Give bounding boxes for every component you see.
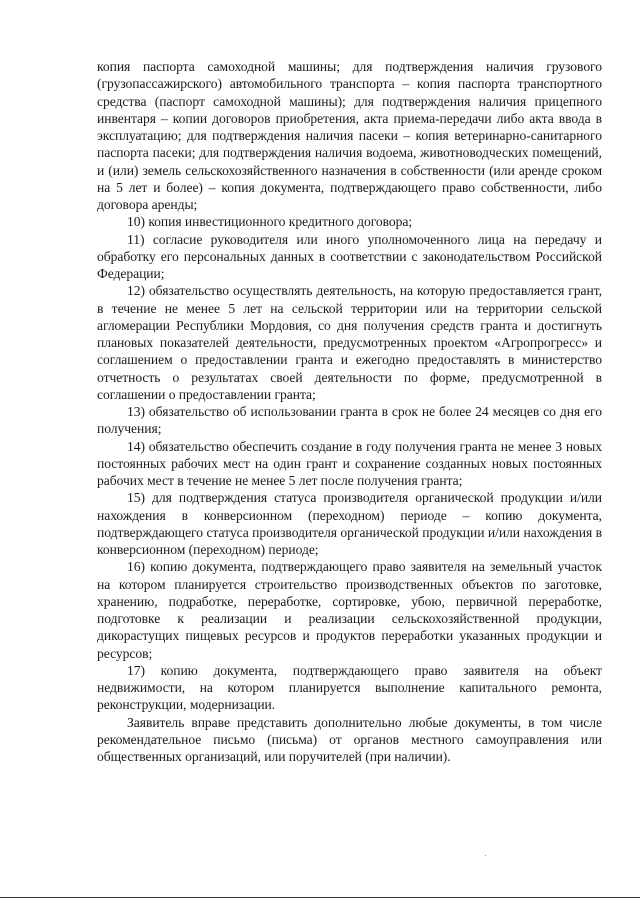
paragraph-item-17: 17) копию документа, подтверждающего право заявителя на объект недвижимости, на котором планируется выполнение капитального ремонта, реконструкции, модернизации. (97, 662, 602, 713)
paragraph-applicant-right: Заявитель вправе представить дополнительно любые документы, в том числе рекомендательное письмо (письма) от органов местного самоуправления или общественных организаций, или поручителей (при наличии). (97, 714, 602, 764)
page-bottom-rule (0, 897, 640, 898)
paragraph-item-15: 15) для подтверждения статуса производителя органической продукции и/или нахождения в конверсионном (переходном) периоде – копию документа, подтверждающего статуса производителя органической продукции и/или нахождения в конверсионном (переходном) периоде; (97, 490, 602, 557)
scan-speck (485, 855, 486, 856)
paragraph-item-14: 14) обязательство обеспечить создание в году получения гранта не менее 3 новых постоянных рабочих мест на один грант и сохранение созданных новых постоянных рабочих мест в течение не менее 5 лет после получения гранта; (97, 438, 602, 488)
paragraph-item-10: 10) копия инвестиционного кредитного договора; (127, 214, 413, 230)
paragraph-continued-documents: копия паспорта самоходной машины; для подтверждения наличия грузового (грузопассажирского) автомобильного транспорта – копия паспорта транспортного средства (паспорт самоходной машины); для подтверждения наличия прицепного инвентаря – копии договоров приобретения, акта приема-передачи либо акта ввода в эксплуатацию; для подтверждения наличия пасеки – копия ветеринарно-санитарного паспорта пасеки; для подтверждения наличия водоема, животноводческих помещений, и (или) земель сельскохозяйственного назначения в собственности (или аренде сроком на 5 лет и более) – копия документа, подтверждающего право собственности, либо договора аренды; (97, 59, 602, 212)
paragraph-item-13: 13) обязательство об использовании гранта в срок не более 24 месяцев со дня его получения; (97, 404, 602, 437)
paragraph-item-16: 16) копию документа, подтверждающего право заявителя на земельный участок на котором планируется строительство производственных объектов по заготовке, хранению, подработке, переработке, сортировке, убою, первичной переработке, подготовке к реализации и реализации сельскохозяйственной продукции, дикорастущих пищевых ресурсов и продуктов переработки указанных продукции и ресурсов; (97, 559, 602, 661)
paragraph-item-12: 12) обязательство осуществлять деятельность, на которую предоставляется грант, в течение не менее 5 лет на сельской территории или на территории сельской агломерации Республики Мордовия, со дня получения средств гранта и достигнуть плановых показателей деятельности, предусмотренных проектом «Агропрогресс» и соглашением о предоставлении гранта и ежегодно предоставлять в министерство отчетность о результатах своей деятельности по форме, предусмотренной в соглашении о предоставлении гранта; (97, 283, 602, 402)
paragraph-item-11: 11) согласие руководителя или иного уполномоченного лица на передачу и обработку его персональных данных в соответствии с законодательством Российской Федерации; (97, 231, 602, 281)
document-page (97, 58, 602, 765)
